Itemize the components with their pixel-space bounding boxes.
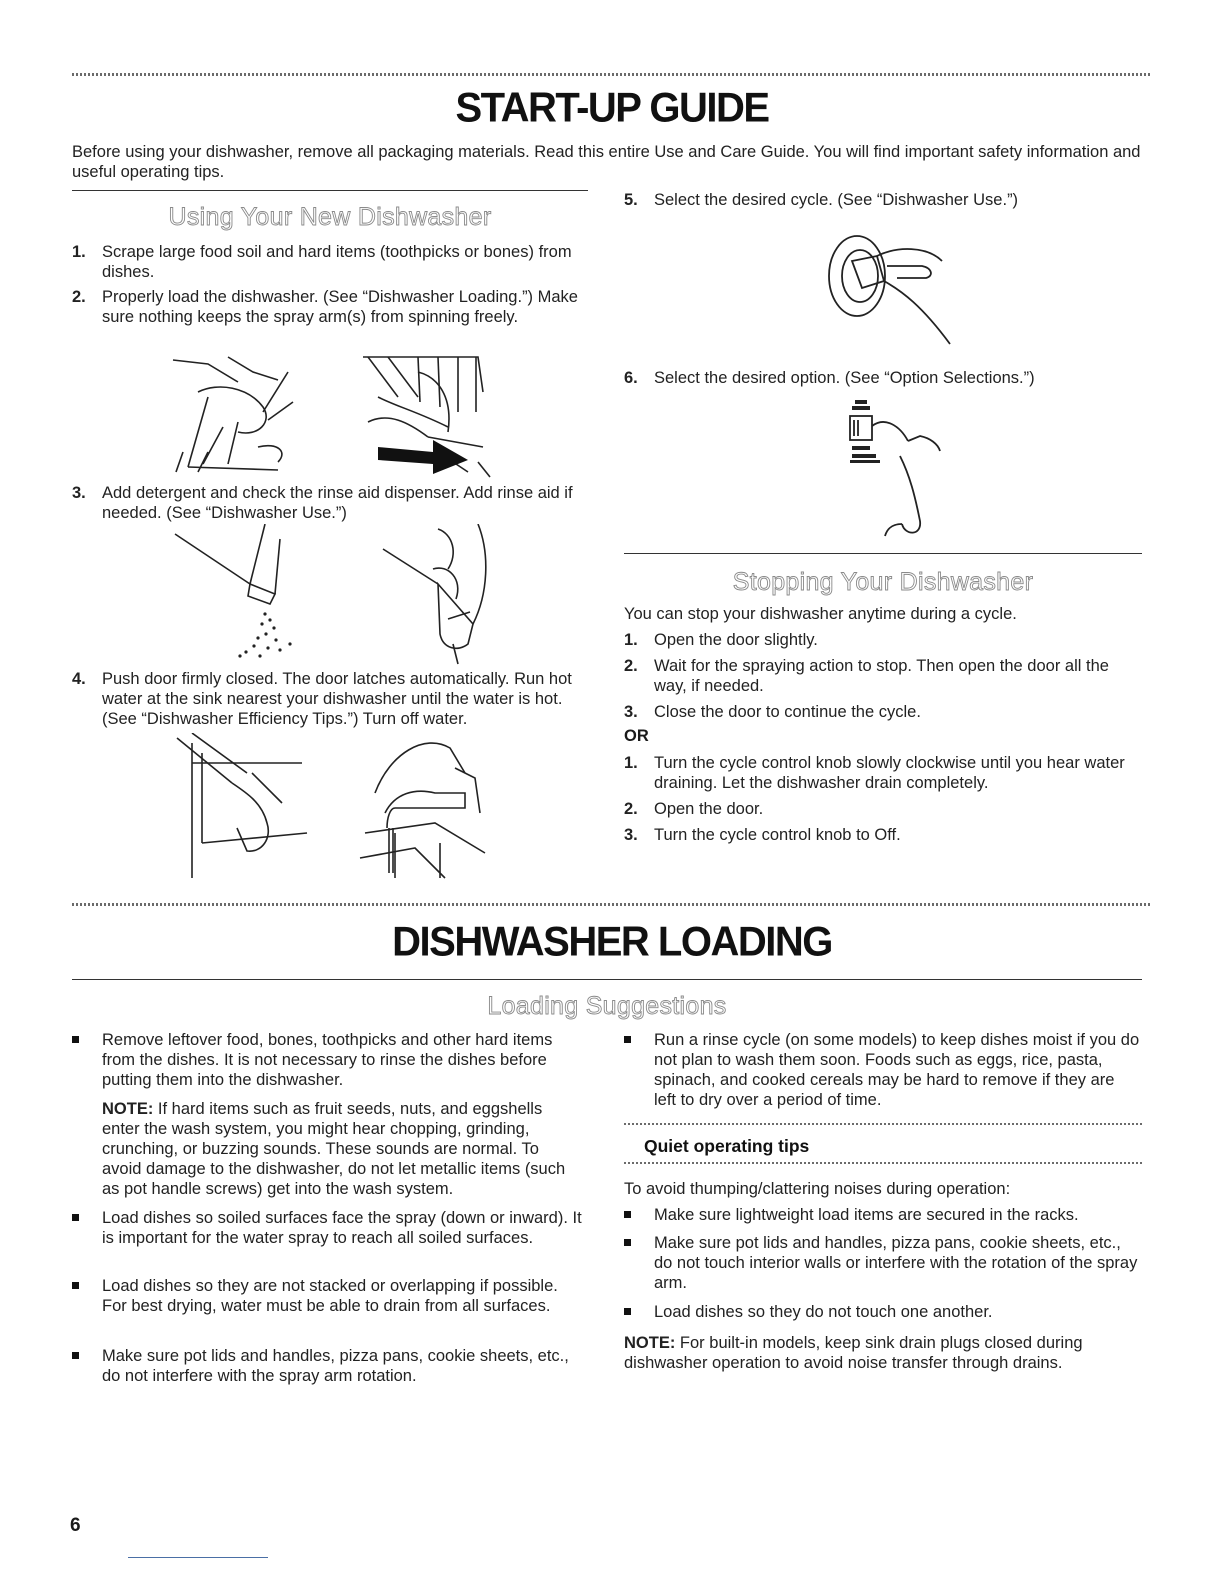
step-number: 3. xyxy=(624,703,638,721)
step-number: 3. xyxy=(72,484,86,502)
detergent-pour-illustration xyxy=(170,524,300,664)
startup-intro: Before using your dishwasher, remove all packaging materials. Read this entire Use and Care Guide. You will find important safety information and useful operating tips. xyxy=(72,143,1141,181)
bullet-text: Make sure pot lids and handles, pizza pans, cookie sheets, etc., do not touch interior walls or interfere with the rotation of the spray arm. xyxy=(654,1234,1138,1292)
step-text: Turn the cycle control knob slowly clockwise until you hear water draining. Let the dishwasher drain completely. xyxy=(654,754,1125,792)
stopping-intro: You can stop your dishwasher anytime during a cycle. xyxy=(624,605,1017,623)
loading-bullet-right-1 xyxy=(624,1030,1140,1110)
hand-plate-icon xyxy=(168,352,298,477)
bullet-square xyxy=(624,1211,631,1218)
loading-title: DISHWASHER LOADING xyxy=(392,918,832,966)
using-heading: Using Your New Dishwasher xyxy=(168,203,492,231)
bullet-text: Load dishes so they do not touch one another. xyxy=(654,1303,993,1321)
quiet-dotted-rule-top xyxy=(624,1123,1142,1125)
stop-step-a1 xyxy=(624,630,1144,650)
rack-loading-icon xyxy=(358,352,498,482)
step-text: Add detergent and check the rinse aid dispenser. Add rinse aid if needed. (See “Dishwasher Use.”) xyxy=(102,484,573,522)
using-rule xyxy=(72,190,588,191)
note-text: If hard items such as fruit seeds, nuts, and eggshells enter the wash system, you might hear chopping, grinding, crunching, or buzzing sounds. These sounds are normal. To avoid damage to the dishwasher, do not let metallic items (such as pot handle screws) get into the wash system. xyxy=(102,1100,566,1198)
step-text: Push door firmly closed. The door latches automatically. Run hot water at the sink nearest your dishwasher until the water is hot. (See “Dishwasher Efficiency Tips.”) Turn off water. xyxy=(102,670,572,728)
step-number: 1. xyxy=(624,631,638,649)
bullet-square xyxy=(624,1308,631,1315)
quiet-bullet-3 xyxy=(624,1302,1140,1322)
bullet-text: Remove leftover food, bones, toothpicks and other hard items from the dishes. It is not necessary to rinse the dishes before putting them into the dishwasher. xyxy=(102,1031,553,1089)
step-text: Close the door to continue the cycle. xyxy=(654,703,921,721)
step-number: 2. xyxy=(624,800,638,818)
step-4 xyxy=(72,669,587,729)
loading-bullet-1 xyxy=(72,1030,584,1090)
page-number: 6 xyxy=(70,1515,81,1536)
note-2 xyxy=(624,1333,1144,1373)
stop-step-a2 xyxy=(624,656,1144,696)
step-number: 1. xyxy=(624,754,638,772)
step-1 xyxy=(72,242,582,282)
stopping-heading: Stopping Your Dishwasher xyxy=(732,568,1034,596)
step-6 xyxy=(624,368,1144,388)
bullet-square xyxy=(624,1239,631,1246)
step-number: 5. xyxy=(624,191,638,209)
step-number: 3. xyxy=(624,826,638,844)
sink-faucet-icon xyxy=(355,733,495,883)
step-number: 1. xyxy=(72,243,86,261)
loading-dotted-rule xyxy=(72,903,1152,906)
loading-bullet-3 xyxy=(72,1276,584,1316)
step-text: Properly load the dishwasher. (See “Dishwasher Loading.”) Make sure nothing keeps the spray arm(s) from spinning freely. xyxy=(102,288,578,326)
bullet-square xyxy=(624,1036,631,1043)
cycle-knob-icon xyxy=(822,226,962,358)
or-label: OR xyxy=(624,727,649,745)
step-text: Open the door slightly. xyxy=(654,631,818,649)
bullet-text: Run a rinse cycle (on some models) to keep dishes moist if you do not plan to wash them soon. Foods such as eggs, rice, pasta, spinach, and cooked cereals may be hard to remove if they are left to dry over a period of time. xyxy=(654,1031,1140,1109)
bullet-text: Make sure pot lids and handles, pizza pans, cookie sheets, etc., do not interfere with the spray arm rotation. xyxy=(102,1347,569,1385)
loading-bullet-2 xyxy=(72,1208,584,1248)
note-text: For built-in models, keep sink drain plugs closed during dishwasher operation to avoid noise transfer through drains. xyxy=(624,1334,1083,1372)
step-text: Scrape large food soil and hard items (toothpicks or bones) from dishes. xyxy=(102,243,572,281)
quiet-intro: To avoid thumping/clattering noises during operation: xyxy=(624,1180,1011,1198)
stopping-rule xyxy=(624,553,1142,554)
step-number: 2. xyxy=(624,657,638,675)
stop-step-a3 xyxy=(624,702,1144,722)
note-label: NOTE: xyxy=(624,1334,676,1352)
note-label: NOTE: xyxy=(102,1100,154,1118)
step-number: 4. xyxy=(72,670,86,688)
bullet-square xyxy=(72,1036,79,1043)
top-dotted-rule xyxy=(72,73,1152,76)
scrape-dish-illustration xyxy=(168,352,298,477)
faucet-illustration xyxy=(355,733,495,883)
bullet-text: Load dishes so they are not stacked or overlapping if possible. For best drying, water must be able to drain from all surfaces. xyxy=(102,1277,558,1315)
step-text: Turn the cycle control knob to Off. xyxy=(654,826,901,844)
step-number: 6. xyxy=(624,369,638,387)
bullet-text: Make sure lightweight load items are secured in the racks. xyxy=(654,1206,1079,1224)
bullet-square xyxy=(72,1282,79,1289)
step-text: Wait for the spraying action to stop. Then open the door all the way, if needed. xyxy=(654,657,1109,695)
step-5 xyxy=(624,190,1144,210)
step-3 xyxy=(72,483,582,523)
load-rack-illustration xyxy=(358,352,498,482)
footer-line xyxy=(128,1557,268,1558)
stop-step-b3 xyxy=(624,825,1144,845)
bullet-text: Load dishes so soiled surfaces face the spray (down or inward). It is important for the water spray to reach all soiled surfaces. xyxy=(102,1209,582,1247)
step-2 xyxy=(72,287,582,327)
rinse-aid-illustration xyxy=(378,524,498,669)
bullet-square xyxy=(72,1214,79,1221)
quiet-heading: Quiet operating tips xyxy=(644,1136,810,1156)
quiet-dotted-rule-bottom xyxy=(624,1162,1142,1164)
suggestions-heading: Loading Suggestions xyxy=(487,992,727,1020)
bullet-square xyxy=(72,1352,79,1359)
quiet-bullet-2 xyxy=(624,1233,1140,1293)
quiet-bullet-1 xyxy=(624,1205,1140,1225)
stop-step-b1 xyxy=(624,753,1144,793)
option-button-icon xyxy=(840,396,950,541)
stop-step-b2 xyxy=(624,799,1144,819)
option-button-illustration xyxy=(840,396,950,541)
step-text: Select the desired cycle. (See “Dishwasher Use.”) xyxy=(654,191,1019,209)
detergent-box-icon xyxy=(170,524,300,664)
cycle-knob-illustration xyxy=(822,226,962,358)
loading-bullet-4 xyxy=(72,1346,584,1386)
step-text: Open the door. xyxy=(654,800,764,818)
close-door-illustration xyxy=(172,733,312,883)
loading-rule xyxy=(72,979,1142,980)
startup-title: START-UP GUIDE xyxy=(455,84,769,132)
note-1 xyxy=(102,1099,582,1199)
door-closing-icon xyxy=(172,733,312,883)
step-text: Select the desired option. (See “Option Selections.”) xyxy=(654,369,1035,387)
rinse-aid-bottle-icon xyxy=(378,524,498,669)
step-number: 2. xyxy=(72,288,86,306)
